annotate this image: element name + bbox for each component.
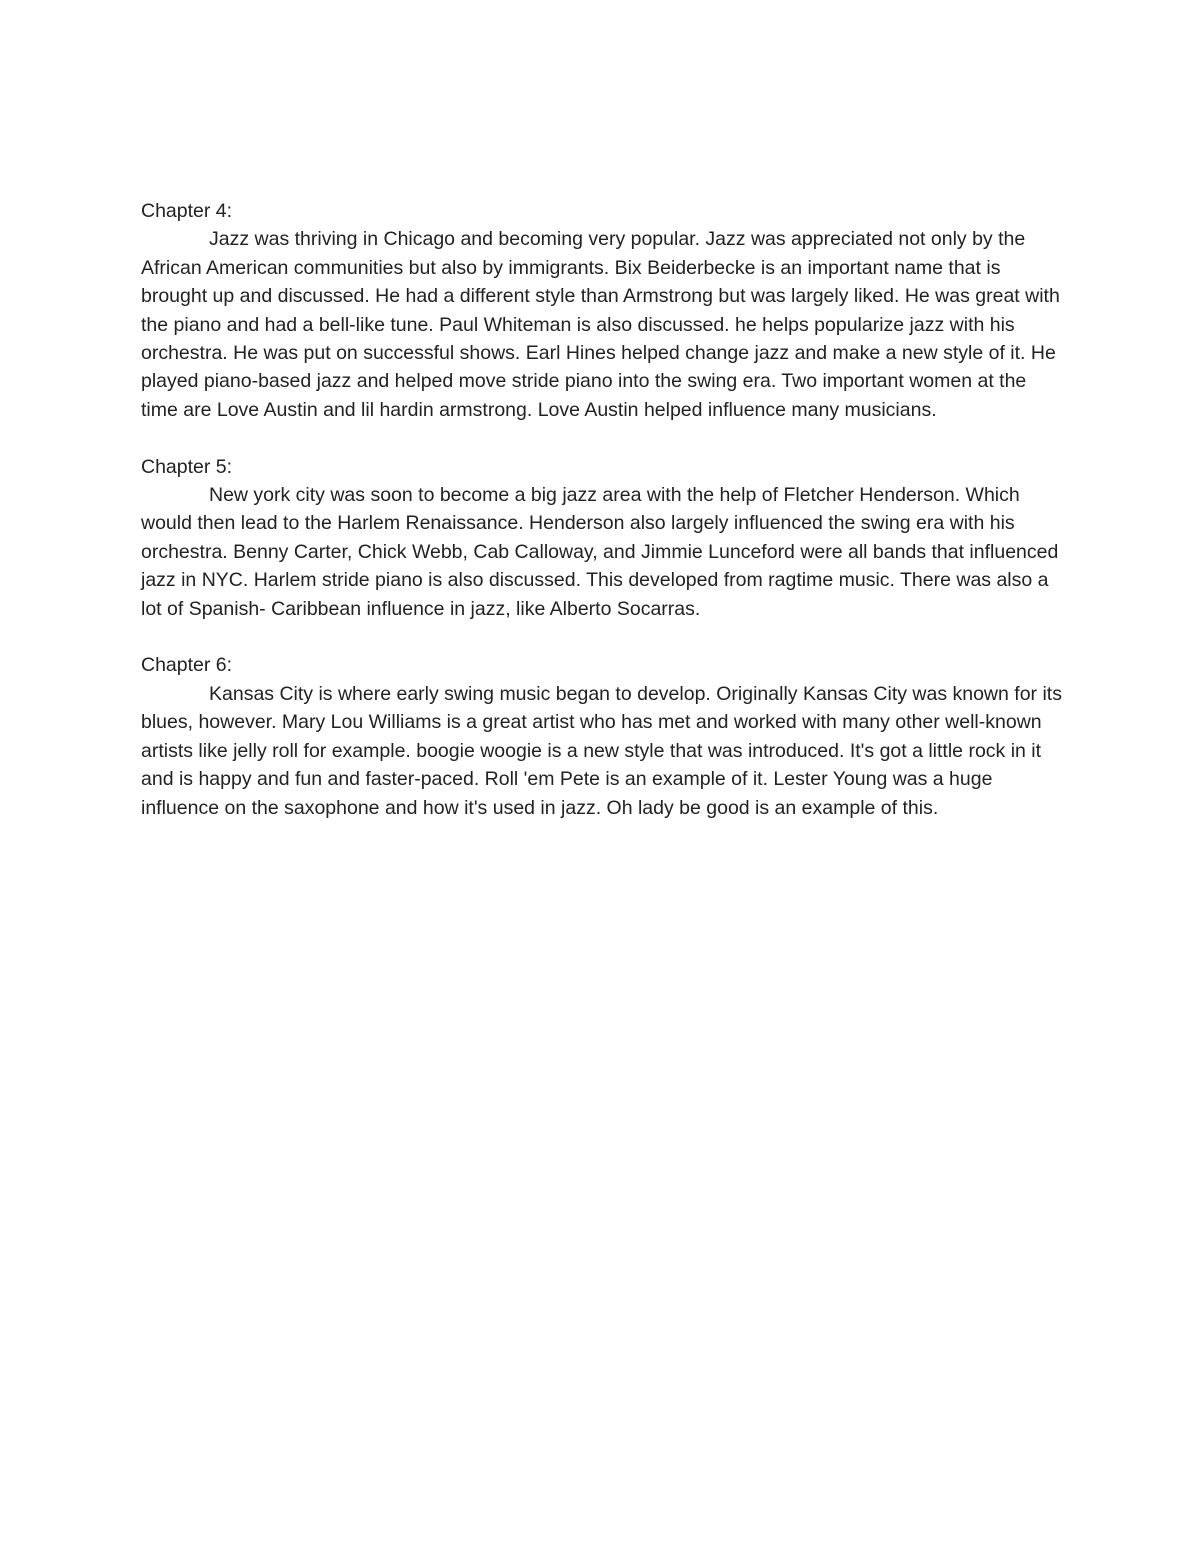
- chapter-section: [141, 651, 1066, 821]
- document-content: [141, 197, 1066, 850]
- chapter-paragraph: Jazz was thriving in Chicago and becoming very popular. Jazz was appreciated not only by the African American communities but also by immigrants. Bix Beiderbecke is an important name that is brought up and discussed. He had a different style than Armstrong but was largely liked. He was great with the piano and had a bell-like tune. Paul Whiteman is also discussed. he helps popularize jazz with his orchestra. He was put on successful shows. Earl Hines helped change jazz and make a new style of it. He played piano-based jazz and helped move stride piano into the swing era. Two important women at the time are Love Austin and lil hardin armstrong. Love Austin helped influence many musicians.: [141, 228, 1060, 421]
- chapter-heading: Chapter 5:: [141, 455, 233, 478]
- chapter-heading: Chapter 4:: [141, 200, 233, 222]
- chapter-section: [141, 197, 1066, 424]
- chapter-paragraph: New york city was soon to become a big jazz area with the help of Fletcher Henderson. Which would then lead to the Harlem Renaissance. Henderson also largely influenced the swing era with his orchestra. Benny Carter, Chick Webb, Cab Calloway, and Jimmie Lunceford were all bands that influenced jazz in NYC. Harlem stride piano is also discussed. This developed from ragtime music. There was also a lot of Spanish- Caribbean influence in jazz, like Alberto Socarras.: [141, 484, 1059, 620]
- chapter-heading: Chapter 6:: [141, 654, 233, 677]
- chapter-section: [141, 453, 1066, 623]
- chapter-paragraph: Kansas City is where early swing music began to develop. Originally Kansas City was known for its blues, however. Mary Lou Williams is a great artist who has met and worked with many other well-known artists like jelly roll for example. boogie woogie is a new style that was introduced. It's got a little rock in it and is happy and fun and faster-paced. Roll 'em Pete is an example of it. Lester Young was a huge influence on the saxophone and how it's used in jazz. Oh lady be good is an example of this.: [141, 682, 1062, 819]
